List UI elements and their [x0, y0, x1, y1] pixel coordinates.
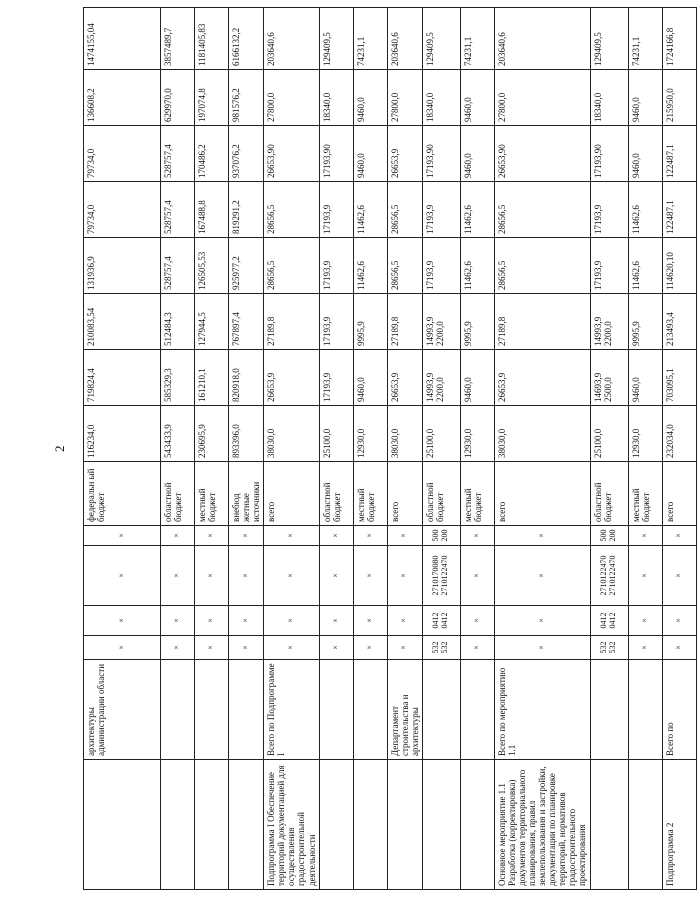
rzpr-cell: × — [195, 606, 229, 636]
csr-cell: × — [494, 546, 590, 606]
amount-cell: 114620,10 — [662, 238, 696, 294]
amount-cell: 28656,5 — [387, 182, 422, 238]
amount-cell: 17193,9 — [422, 182, 460, 238]
table-row — [494, 8, 590, 890]
amount-cell: 820918,0 — [229, 350, 264, 406]
amount-cell: 28656,5 — [494, 238, 590, 294]
table-row — [229, 8, 264, 890]
row-label-cell — [319, 760, 353, 890]
csr-cell: × — [319, 546, 353, 606]
row-label-cell: Подпрограмма I Обеспечение территорий документацией для осуществления градостроительной деятельности — [264, 760, 319, 890]
amount-cell: 12930,0 — [353, 406, 387, 462]
amount-cell: 167488,8 — [195, 182, 229, 238]
amount-cell: 17193,9 — [319, 350, 353, 406]
vr-cell: 500 200 — [422, 526, 460, 546]
amount-cell: 937076,2 — [229, 126, 264, 182]
amount-cell: 26653,90 — [264, 126, 319, 182]
executor-cell: Департамент строительства и архитектуры — [387, 660, 422, 760]
source-cell: местный бюджет — [195, 462, 229, 526]
amount-cell: 17193,9 — [590, 238, 628, 294]
amount-cell: 25100,0 — [590, 406, 628, 462]
executor-cell: архитектуры администрации области — [84, 660, 161, 760]
amount-cell: 703095,1 — [662, 350, 696, 406]
amount-cell: 215950,0 — [662, 70, 696, 126]
source-cell: местный бюджет — [460, 462, 494, 526]
amount-cell: 528757,4 — [161, 238, 195, 294]
amount-cell: 213493,4 — [662, 294, 696, 350]
rzpr-cell: × — [229, 606, 264, 636]
amount-cell: 129409,5 — [590, 8, 628, 70]
vr-cell: × — [229, 526, 264, 546]
amount-cell: 9460,0 — [460, 126, 494, 182]
amount-cell: 11462,6 — [353, 182, 387, 238]
amount-cell: 9460,0 — [460, 70, 494, 126]
amount-cell: 9460,0 — [353, 70, 387, 126]
csr-cell: × — [195, 546, 229, 606]
source-cell: областной бюджет — [590, 462, 628, 526]
vr-cell: × — [628, 526, 662, 546]
amount-cell: 17193,9 — [319, 238, 353, 294]
amount-cell: 203640,6 — [494, 8, 590, 70]
grbs-cell: × — [229, 636, 264, 660]
amount-cell: 17193,90 — [590, 126, 628, 182]
amount-cell: 528757,4 — [161, 182, 195, 238]
amount-cell: 1474155,04 — [84, 8, 161, 70]
vr-cell: × — [84, 526, 161, 546]
amount-cell: 17193,9 — [319, 294, 353, 350]
grbs-cell: × — [195, 636, 229, 660]
amount-cell: 9460,0 — [628, 350, 662, 406]
amount-cell: 129409,5 — [422, 8, 460, 70]
amount-cell: 28656,5 — [264, 182, 319, 238]
vr-cell: × — [662, 526, 696, 546]
row-label-cell — [161, 760, 195, 890]
rzpr-cell: × — [460, 606, 494, 636]
table-row — [161, 8, 195, 890]
amount-cell: 79734,0 — [84, 126, 161, 182]
table-row — [590, 8, 628, 890]
executor-cell — [319, 660, 353, 760]
amount-cell: 11462,6 — [460, 182, 494, 238]
amount-cell: 981576,2 — [229, 70, 264, 126]
row-label-cell: Основное мероприятие 1.1 Разработка (корректировка) документов территориального планирования, правил землепользования и застройки, документации по планировке территорий, нормативов градостроительного проектирования — [494, 760, 590, 890]
row-label-cell — [229, 760, 264, 890]
amount-cell: 9995,9 — [353, 294, 387, 350]
page-number: 2 — [52, 445, 67, 452]
amount-cell: 3857489,7 — [161, 8, 195, 70]
row-label-cell: Подпрограмма 2 — [662, 760, 696, 890]
amount-cell: 28656,5 — [387, 238, 422, 294]
amount-cell: 6166132,2 — [229, 8, 264, 70]
amount-cell: 26653,9 — [264, 350, 319, 406]
amount-cell: 18340,0 — [319, 70, 353, 126]
table-row — [84, 8, 161, 890]
source-cell: местный бюджет — [628, 462, 662, 526]
source-cell: всего — [662, 462, 696, 526]
amount-cell: 9460,0 — [460, 350, 494, 406]
csr-cell: × — [264, 546, 319, 606]
executor-cell — [229, 660, 264, 760]
amount-cell: 1181405,83 — [195, 8, 229, 70]
grbs-cell: × — [460, 636, 494, 660]
amount-cell: 27189,8 — [494, 294, 590, 350]
amount-cell: 1724166,8 — [662, 8, 696, 70]
source-cell: областной бюджет — [422, 462, 460, 526]
csr-cell: 2710170080 2710122470 — [422, 546, 460, 606]
amount-cell: 12930,0 — [460, 406, 494, 462]
amount-cell: 819291,2 — [229, 182, 264, 238]
amount-cell: 26653,9 — [387, 350, 422, 406]
executor-cell — [628, 660, 662, 760]
vr-cell: × — [195, 526, 229, 546]
grbs-cell: × — [494, 636, 590, 660]
amount-cell: 136608,2 — [84, 70, 161, 126]
csr-cell: × — [84, 546, 161, 606]
amount-cell: 38030,0 — [387, 406, 422, 462]
vr-cell: × — [387, 526, 422, 546]
amount-cell: 197074,8 — [195, 70, 229, 126]
source-cell: всего — [264, 462, 319, 526]
amount-cell: 126505,53 — [195, 238, 229, 294]
amount-cell: 28656,5 — [494, 182, 590, 238]
csr-cell: × — [628, 546, 662, 606]
amount-cell: 127944,5 — [195, 294, 229, 350]
source-cell: всего — [494, 462, 590, 526]
amount-cell: 26653,90 — [494, 126, 590, 182]
amount-cell: 27800,0 — [494, 70, 590, 126]
amount-cell: 11462,6 — [460, 238, 494, 294]
amount-cell: 27189,8 — [387, 294, 422, 350]
amount-cell: 719824,4 — [84, 350, 161, 406]
grbs-cell: × — [161, 636, 195, 660]
csr-cell: × — [353, 546, 387, 606]
amount-cell: 11462,6 — [628, 182, 662, 238]
amount-cell: 38030,0 — [264, 406, 319, 462]
table-row — [422, 8, 460, 890]
amount-cell: 18340,0 — [590, 70, 628, 126]
table-row — [460, 8, 494, 890]
amount-cell: 893396,0 — [229, 406, 264, 462]
amount-cell: 14693,9 2500,0 — [590, 350, 628, 406]
amount-cell: 170486,2 — [195, 126, 229, 182]
amount-cell: 18340,0 — [422, 70, 460, 126]
executor-cell: Всего по мероприятию 1.1 — [494, 660, 590, 760]
vr-cell: × — [460, 526, 494, 546]
amount-cell: 116234,0 — [84, 406, 161, 462]
amount-cell: 629970,0 — [161, 70, 195, 126]
grbs-cell: × — [387, 636, 422, 660]
vr-cell: × — [319, 526, 353, 546]
table-row — [195, 8, 229, 890]
csr-cell: × — [229, 546, 264, 606]
row-label-cell — [353, 760, 387, 890]
table-row — [264, 8, 319, 890]
amount-cell: 25100,0 — [319, 406, 353, 462]
rzpr-cell: × — [161, 606, 195, 636]
amount-cell: 161210,1 — [195, 350, 229, 406]
amount-cell: 9460,0 — [628, 126, 662, 182]
amount-cell: 543433,9 — [161, 406, 195, 462]
amount-cell: 210083,54 — [84, 294, 161, 350]
grbs-cell: × — [319, 636, 353, 660]
amount-cell: 12930,0 — [628, 406, 662, 462]
vr-cell: × — [161, 526, 195, 546]
grbs-cell: × — [628, 636, 662, 660]
table-body — [84, 8, 697, 890]
rzpr-cell: × — [494, 606, 590, 636]
amount-cell: 230695,9 — [195, 406, 229, 462]
amount-cell: 27800,0 — [387, 70, 422, 126]
csr-cell: × — [662, 546, 696, 606]
amount-cell: 9995,9 — [628, 294, 662, 350]
amount-cell: 17193,9 — [319, 182, 353, 238]
executor-cell: Всего по — [662, 660, 696, 760]
amount-cell: 38030,0 — [494, 406, 590, 462]
table-row — [662, 8, 696, 890]
amount-cell: 74231,1 — [353, 8, 387, 70]
executor-cell — [460, 660, 494, 760]
amount-cell: 11462,6 — [353, 238, 387, 294]
csr-cell: × — [460, 546, 494, 606]
source-cell: местный бюджет — [353, 462, 387, 526]
source-cell: областной бюджет — [319, 462, 353, 526]
amount-cell: 27800,0 — [264, 70, 319, 126]
table-row — [319, 8, 353, 890]
rzpr-cell: 0412 0412 — [590, 606, 628, 636]
row-label-cell — [422, 760, 460, 890]
table-row — [628, 8, 662, 890]
table-row — [387, 8, 422, 890]
amount-cell: 232034,0 — [662, 406, 696, 462]
amount-cell: 9460,0 — [628, 70, 662, 126]
executor-cell — [353, 660, 387, 760]
rzpr-cell: × — [387, 606, 422, 636]
rzpr-cell: 0412 0412 — [422, 606, 460, 636]
amount-cell: 28656,5 — [264, 238, 319, 294]
amount-cell: 131936,9 — [84, 238, 161, 294]
amount-cell: 14993,9 2200,0 — [422, 294, 460, 350]
grbs-cell: × — [662, 636, 696, 660]
amount-cell: 26653,9 — [387, 126, 422, 182]
amount-cell: 512484,3 — [161, 294, 195, 350]
vr-cell: × — [353, 526, 387, 546]
executor-cell — [195, 660, 229, 760]
amount-cell: 122487,1 — [662, 126, 696, 182]
amount-cell: 122487,1 — [662, 182, 696, 238]
rzpr-cell: × — [84, 606, 161, 636]
amount-cell: 11462,6 — [628, 238, 662, 294]
source-cell: федеральн ый бюджет — [84, 462, 161, 526]
vr-cell: × — [494, 526, 590, 546]
row-label-cell — [590, 760, 628, 890]
row-label-cell — [84, 760, 161, 890]
row-label-cell — [195, 760, 229, 890]
rotated-page — [83, 12, 697, 890]
amount-cell: 74231,1 — [460, 8, 494, 70]
csr-cell: × — [387, 546, 422, 606]
executor-cell — [590, 660, 628, 760]
row-label-cell — [460, 760, 494, 890]
vr-cell: 500 200 — [590, 526, 628, 546]
row-label-cell — [628, 760, 662, 890]
grbs-cell: 532 532 — [590, 636, 628, 660]
grbs-cell: × — [353, 636, 387, 660]
rzpr-cell: × — [628, 606, 662, 636]
amount-cell: 17193,9 — [590, 182, 628, 238]
amount-cell: 26653,9 — [494, 350, 590, 406]
amount-cell: 14993,9 2200,0 — [590, 294, 628, 350]
amount-cell: 79734,0 — [84, 182, 161, 238]
amount-cell: 25100,0 — [422, 406, 460, 462]
amount-cell: 203640,6 — [264, 8, 319, 70]
amount-cell: 767897,4 — [229, 294, 264, 350]
amount-cell: 9460,0 — [353, 350, 387, 406]
rzpr-cell: × — [353, 606, 387, 636]
source-cell: всего — [387, 462, 422, 526]
grbs-cell: × — [264, 636, 319, 660]
amount-cell: 528757,4 — [161, 126, 195, 182]
amount-cell: 9995,9 — [460, 294, 494, 350]
executor-cell: Всего по Подпрограмме I — [264, 660, 319, 760]
rzpr-cell: × — [662, 606, 696, 636]
grbs-cell: 532 532 — [422, 636, 460, 660]
amount-cell: 925977,2 — [229, 238, 264, 294]
csr-cell: 2710122470 2710122470 — [590, 546, 628, 606]
amount-cell: 17193,90 — [422, 126, 460, 182]
executor-cell — [161, 660, 195, 760]
csr-cell: × — [161, 546, 195, 606]
grbs-cell: × — [84, 636, 161, 660]
executor-cell — [422, 660, 460, 760]
amount-cell: 74231,1 — [628, 8, 662, 70]
budget-table — [83, 7, 697, 890]
source-cell: областной бюджет — [161, 462, 195, 526]
table-row — [353, 8, 387, 890]
amount-cell: 9460,0 — [353, 126, 387, 182]
amount-cell: 203640,6 — [387, 8, 422, 70]
amount-cell: 129409,5 — [319, 8, 353, 70]
amount-cell: 17193,9 — [422, 238, 460, 294]
rzpr-cell: × — [264, 606, 319, 636]
amount-cell: 585329,3 — [161, 350, 195, 406]
rzpr-cell: × — [319, 606, 353, 636]
source-cell: внебюд жетные источники — [229, 462, 264, 526]
vr-cell: × — [264, 526, 319, 546]
row-label-cell — [387, 760, 422, 890]
amount-cell: 17193,90 — [319, 126, 353, 182]
amount-cell: 27189,8 — [264, 294, 319, 350]
amount-cell: 14993,9 2200,0 — [422, 350, 460, 406]
